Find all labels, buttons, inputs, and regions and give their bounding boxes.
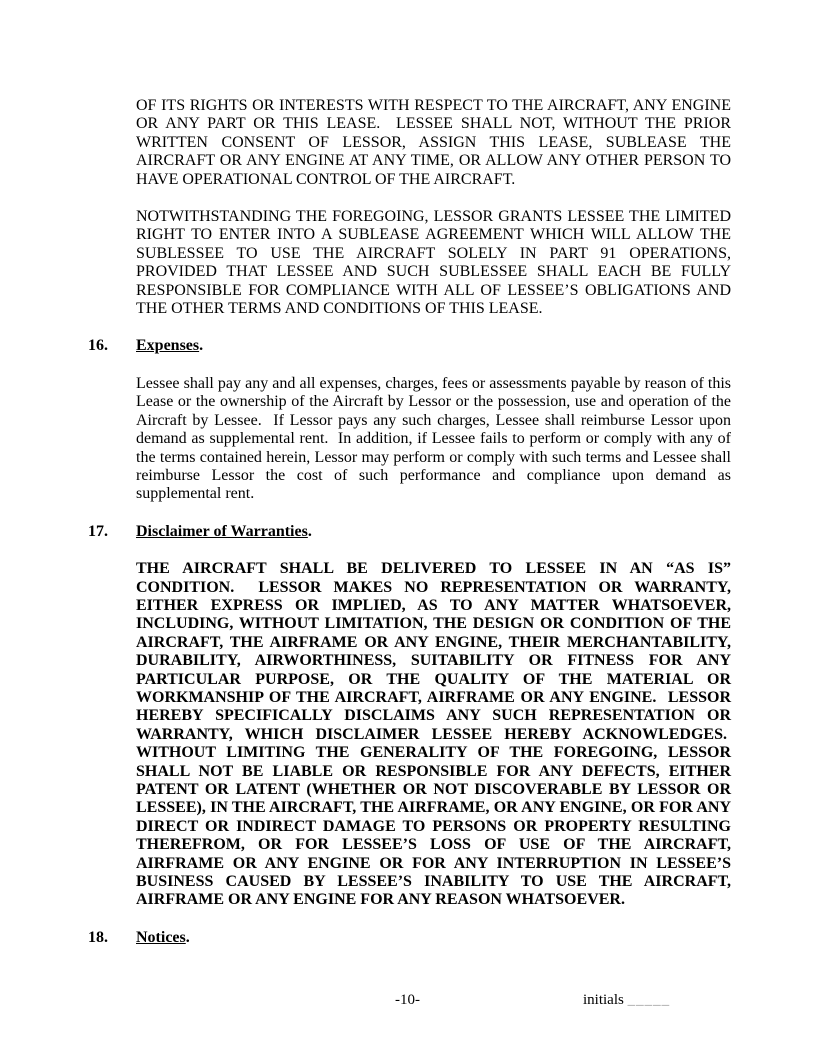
section-16-heading [88, 337, 731, 355]
section-16-title-period: . [199, 337, 204, 355]
section-18-number: 18. [88, 928, 108, 946]
section-17-body-disclaimer: THE AIRCRAFT SHALL BE DELIVERED TO LESSEE IN AN “AS IS” CONDITION. LESSOR MAKES NO REPRESENTATION OR WARRANTY, EITHER EXPRESS OR IMPLIED, AS TO ANY MATTER WHATSOEVER, INCLUDING, WITHOUT LIMITATION, THE DESIGN OR CONDITION OF THE AIRCRAFT, THE AIRFRAME OR ANY ENGINE, THEIR MERCHANTABILITY, DURABILITY, AIRWORTHINESS, SUITABILITY OR FITNESS FOR ANY PARTICULAR PURPOSE, OR THE QUALITY OF THE MATERIAL OR WORKMANSHIP OF THE AIRCRAFT, AIRFRAME OR ANY ENGINE. LESSOR HEREBY SPECIFICALLY DISCLAIMS ANY SUCH REPRESENTATION OR WARRANTY, WHICH DISCLAIMER LESSEE HEREBY ACKNOWLEDGES. WITHOUT LIMITING THE GENERALITY OF THE FOREGOING, LESSOR SHALL NOT BE LIABLE OR RESPONSIBLE FOR ANY DEFECTS, EITHER PATENT OR LATENT (WHETHER OR NOT DISCOVERABLE BY LESSOR OR LESSEE), IN THE AIRCRAFT, THE AIRFRAME, OR ANY ENGINE, OR FOR ANY DIRECT OR INDIRECT DAMAGE TO PERSONS OR PROPERTY RESULTING THEREFROM, OR FOR LESSEE’S LOSS OF USE OF THE AIRCRAFT, AIRFRAME OR ANY ENGINE OR FOR ANY INTERRUPTION IN LESSEE’S BUSINESS CAUSED BY LESSEE’S INABILITY TO USE THE AIRCRAFT, AIRFRAME OR ANY ENGINE FOR ANY REASON WHATSOEVER. [136, 560, 731, 909]
paragraph-sublease-rights: NOTWITHSTANDING THE FOREGOING, LESSOR GRANTS LESSEE THE LIMITED RIGHT TO ENTER INTO A SUBLEASE AGREEMENT WHICH WILL ALLOW THE SUBLESSEE TO USE THE AIRCRAFT SOLELY IN PART 91 OPERATIONS, PROVIDED THAT LESSEE AND SUCH SUBLESSEE SHALL EACH BE FULLY RESPONSIBLE FOR COMPLIANCE WITH ALL OF LESSEE’S OBLIGATIONS AND THE OTHER TERMS AND CONDITIONS OF THIS LEASE. [136, 208, 731, 318]
section-18-title-period: . [185, 928, 190, 946]
section-17-title-period: . [307, 522, 312, 540]
section-17-title: Disclaimer of Warranties [136, 522, 308, 540]
section-16-number: 16. [88, 337, 108, 355]
section-16-body: Lessee shall pay any and all expenses, charges, fees or assessments payable by reason of this Lease or the ownership of the Aircraft by Lessor or the possession, use and operation of the Aircraft by Lessee. If Lessor pays any such charges, Lessee shall reimburse Lessor upon demand as supplemental rent. In addition, if Lessee fails to perform or comply with any of the terms contained herein, Lessor may perform or comply with such terms and Lessee shall reimburse Lessor the cost of such performance and compliance upon demand as supplemental rent. [136, 374, 731, 503]
section-17-title-wrap [136, 523, 731, 541]
initials-group [583, 991, 670, 1009]
initials-blank-line: _____ [627, 992, 671, 1008]
section-17-number: 17. [88, 522, 108, 540]
section-18-title-wrap [136, 929, 731, 947]
section-17-heading [88, 523, 731, 541]
initials-label: initials [583, 992, 624, 1008]
section-18-title: Notices [136, 928, 186, 946]
page-number: -10- [395, 992, 420, 1008]
paragraph-assignment-continuation: OF ITS RIGHTS OR INTERESTS WITH RESPECT TO THE AIRCRAFT, ANY ENGINE OR ANY PART OR THIS LEASE. LESSEE SHALL NOT, WITHOUT THE PRIOR WRITTEN CONSENT OF LESSOR, ASSIGN THIS LEASE, SUBLEASE THE AIRCRAFT OR ANY ENGINE AT ANY TIME, OR ALLOW ANY OTHER PERSON TO HAVE OPERATIONAL CONTROL OF THE AIRCRAFT. [136, 97, 731, 188]
page-footer [88, 991, 731, 1011]
section-16-title-wrap [136, 337, 731, 355]
section-18-heading [88, 929, 731, 947]
section-16-title: Expenses [136, 337, 200, 355]
